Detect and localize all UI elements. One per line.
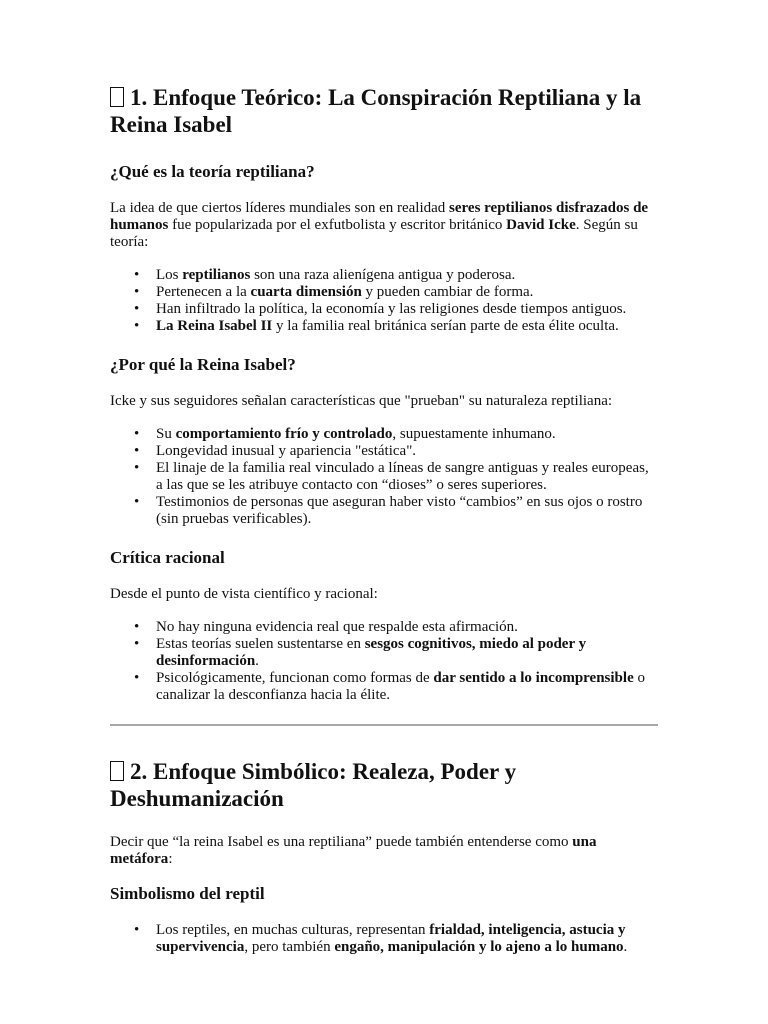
what-is-list (110, 267, 658, 335)
bold-text: La Reina Isabel II (156, 318, 273, 334)
bold-text: reptilianos (182, 267, 251, 283)
bold-text: seres reptilianos disfrazados de humanos (110, 200, 649, 233)
list-item: • Su comportamiento frío y controlado, supuestamente inhumano. (156, 426, 658, 443)
section-2 (110, 758, 658, 956)
symbolism-heading: Simbolismo del reptil (110, 884, 265, 903)
bold-text: dar sentido a lo incomprensible (433, 670, 634, 686)
list-item: • Los reptilianos son una raza alienígena antigua y poderosa. (156, 267, 658, 284)
list-item: • Estas teorías suelen sustentarse en sesgos cognitivos, miedo al poder y desinformación. (156, 636, 658, 670)
section-1-title: 1. Enfoque Teórico: La Conspiración Reptiliana y la Reina Isabel (110, 85, 642, 137)
missing-glyph-icon (110, 87, 124, 107)
bold-text: cuarta dimensión (250, 284, 362, 300)
list-item: • Psicológicamente, funcionan como formas de dar sentido a lo incomprensible o canalizar la desconfianza hacia la élite. (156, 670, 658, 704)
bold-text: engaño, manipulación y lo ajeno a lo humano (334, 939, 624, 955)
bold-text: frialdad, inteligencia, astucia y supervivencia (156, 922, 626, 955)
list-item: • Pertenecen a la cuarta dimensión y pueden cambiar de forma. (156, 284, 658, 301)
list-item: • Testimonios de personas que aseguran haber visto “cambios” en sus ojos o rostro (sin pruebas verificables). (156, 494, 658, 528)
list-item: • La Reina Isabel II y la familia real británica serían parte de esta élite oculta. (156, 318, 658, 335)
list-item: • Los reptiles, en muchas culturas, representan frialdad, inteligencia, astucia y supervivencia, pero también engaño, manipulación y lo ajeno a lo humano. (156, 922, 658, 956)
list-item: • Han infiltrado la política, la economía y las religiones desde tiempos antiguos. (156, 301, 658, 318)
section-2-title: 2. Enfoque Simbólico: Realeza, Poder y Deshumanización (110, 759, 517, 811)
list-item: • No hay ninguna evidencia real que respalde esta afirmación. (156, 619, 658, 636)
bold-text: una metáfora (110, 834, 597, 867)
why-queen-intro: Icke y sus seguidores señalan características que "prueban" su naturaleza reptiliana: (110, 393, 613, 409)
what-is-heading: ¿Qué es la teoría reptiliana? (110, 162, 315, 181)
list-item: • Longevidad inusual y apariencia "estática". (156, 443, 658, 460)
bold-text: comportamiento frío y controlado (175, 426, 393, 442)
bold-text: David Icke (506, 217, 576, 233)
what-is-intro: La idea de que ciertos líderes mundiales son en realidad seres reptilianos disfrazados de humanos fue popularizada por el exfutbolista y escritor británico David Icke. Según su teoría: (110, 200, 649, 250)
bold-text: sesgos cognitivos, miedo al poder y desinformación (156, 636, 587, 669)
critique-intro: Desde el punto de vista científico y racional: (110, 586, 378, 602)
symbolism-list (110, 922, 658, 956)
section-2-intro: Decir que “la reina Isabel es una reptiliana” puede también entenderse como una metáfora: (110, 834, 597, 867)
list-item: • El linaje de la familia real vinculado a líneas de sangre antiguas y reales europeas, a las que se les atribuye contacto con “dioses” o seres superiores. (156, 460, 658, 494)
why-queen-heading: ¿Por qué la Reina Isabel? (110, 355, 296, 374)
section-divider (110, 724, 658, 726)
critique-list (110, 619, 658, 704)
critique-heading: Crítica racional (110, 548, 225, 567)
missing-glyph-icon (110, 761, 124, 781)
why-queen-list (110, 426, 658, 528)
